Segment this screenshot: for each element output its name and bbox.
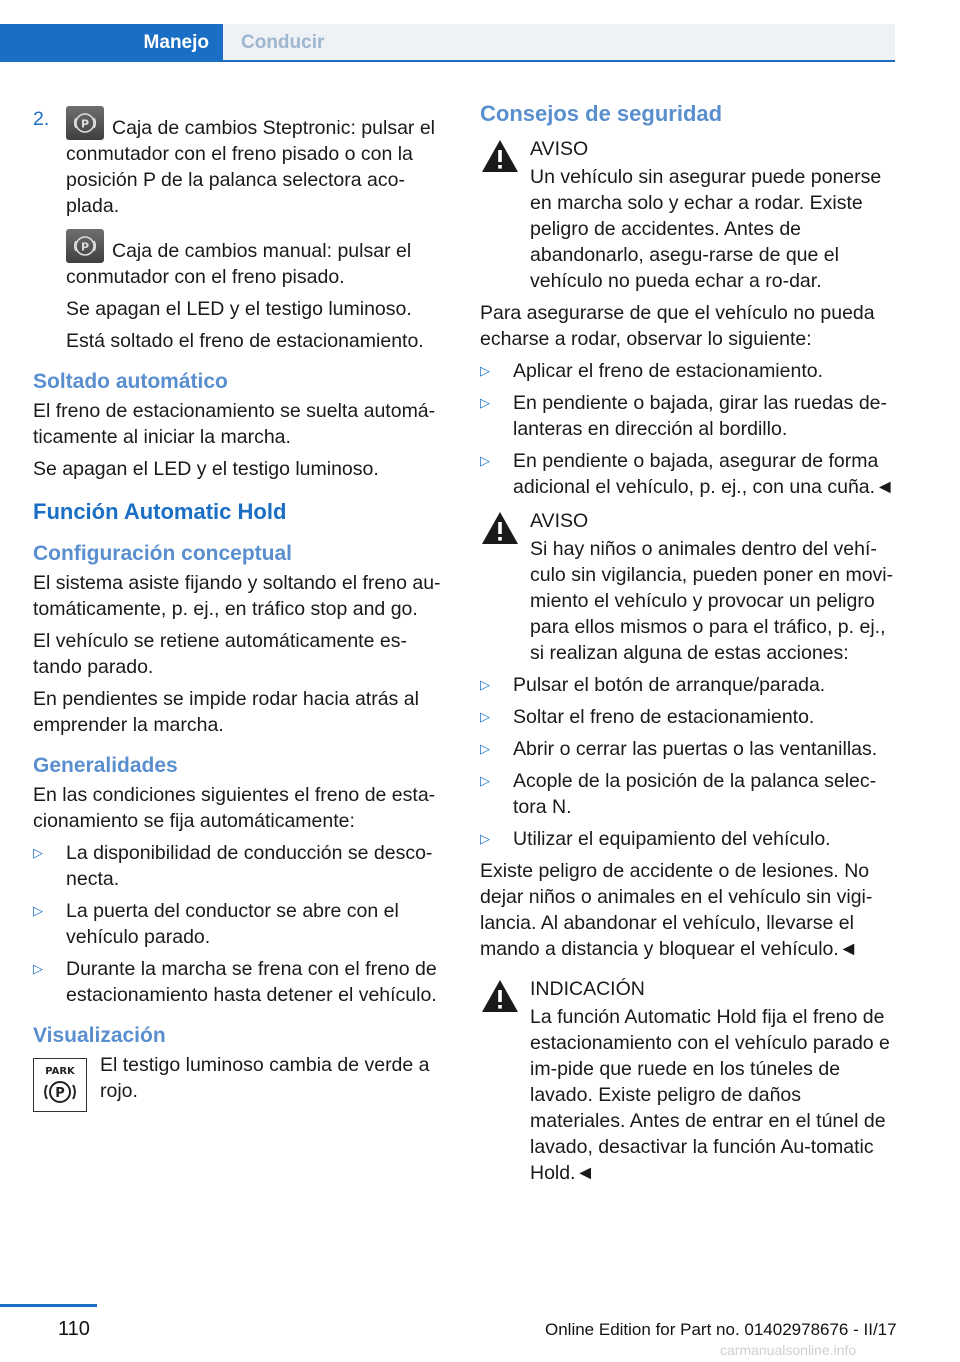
triangle-bullet-icon: ▷: [33, 961, 43, 976]
list-item: ▷ En pendiente o bajada, girar las ruedas de-lanteras en dirección al bordillo.: [480, 392, 888, 440]
soltado-paragraph-2: Se apagan el LED y el testigo luminoso.: [33, 458, 379, 480]
park-indicator-icon: [33, 1058, 87, 1112]
heading-visual: Visualización: [33, 1024, 166, 1047]
triangle-bullet-icon: ▷: [480, 677, 490, 692]
triangle-bullet-icon: ▷: [33, 903, 43, 918]
step-text-led: Se apagan el LED y el testigo luminoso.: [66, 298, 412, 320]
list-item: ▷ Soltar el freno de estacionamiento.: [480, 706, 815, 728]
children-list: [480, 672, 895, 852]
config-paragraph-1: El sistema asiste fijando y soltando el freno au-tomáticamente, p. ej., en tráfico stop and go.: [33, 572, 441, 620]
warning-text: Un vehículo sin asegurar puede ponerse en marcha solo y echar a rodar. Existe peligro de accidentes. Antes de abandonarlo, asegu-rarse de que el vehículo no pueda echar a ro-dar.: [530, 166, 882, 292]
triangle-bullet-icon: ▷: [480, 773, 490, 788]
list-item: ▷ La puerta del conductor se abre con el vehículo parado.: [33, 900, 399, 948]
warning-block-2: [480, 508, 895, 666]
edition-text: Online Edition for Part no. 01402978676 - II/17: [545, 1320, 897, 1339]
tab-conducir-label: Conducir: [241, 32, 325, 53]
heading-consejos: Consejos de seguridad: [480, 101, 723, 126]
list-item: ▷ Utilizar el equipamiento del vehículo.: [480, 828, 831, 850]
visual-block: [33, 1052, 445, 1104]
step-text-steptronic: Caja de cambios Steptronic: pulsar el conmutador con el freno pisado o con la posición P de la palanca selectora aco-plada.: [66, 117, 435, 217]
tab-manejo[interactable]: [0, 24, 223, 62]
heading-funcion: Función Automatic Hold: [33, 499, 287, 524]
right-column: [480, 100, 895, 1192]
list-item: ▷ Durante la marcha se frena con el freno de estacionamiento hasta detener el vehículo.: [33, 958, 437, 1006]
triangle-bullet-icon: ▷: [480, 395, 490, 410]
warning-block-1: [480, 136, 895, 294]
parking-brake-switch-icon: [66, 106, 104, 140]
heading-general: Generalidades: [33, 754, 178, 777]
header-tabs: [0, 0, 960, 62]
page-number: 110: [58, 1318, 90, 1340]
general-list: [33, 840, 445, 1008]
left-column: [33, 100, 445, 1110]
warning-triangle-icon: [480, 510, 520, 546]
park-label: PARK: [45, 1066, 75, 1077]
triangle-bullet-icon: ▷: [480, 363, 490, 378]
footer-rule: [0, 1304, 97, 1307]
triangle-bullet-icon: ▷: [480, 831, 490, 846]
asegurar-list: [480, 358, 895, 500]
triangle-bullet-icon: ▷: [480, 453, 490, 468]
triangle-bullet-icon: ▷: [33, 845, 43, 860]
list-item: ▷ La disponibilidad de conducción se desco-necta.: [33, 842, 433, 890]
step-text-manual: Caja de cambios manual: pulsar el conmutador con el freno pisado.: [66, 240, 412, 288]
watermark: carmanualsonline.info: [720, 1342, 857, 1358]
list-item: ▷ Pulsar el botón de arranque/parada.: [480, 674, 826, 696]
warning-triangle-icon: [480, 978, 520, 1014]
list-item: ▷ Abrir o cerrar las puertas o las ventanillas.: [480, 738, 878, 760]
general-paragraph: En las condiciones siguientes el freno de esta-cionamiento se fija automáticamente:: [33, 784, 436, 832]
step-2: [33, 106, 445, 354]
note-block: [480, 976, 895, 1186]
step-text-released: Está soltado el freno de estacionamiento.: [66, 330, 424, 352]
triangle-bullet-icon: ▷: [480, 709, 490, 724]
heading-config: Configuración conceptual: [33, 542, 293, 565]
triangle-bullet-icon: ▷: [480, 741, 490, 756]
visual-paragraph: El testigo luminoso cambia de verde a rojo.: [100, 1054, 430, 1102]
config-paragraph-3: En pendientes se impide rodar hacia atrás al emprender la marcha.: [33, 688, 419, 736]
list-item: ▷ Acople de la posición de la palanca selec-tora N.: [480, 770, 877, 818]
note-title: INDICACIÓN: [530, 978, 645, 1000]
svg-text:P: P: [55, 1086, 65, 1101]
tab-conducir[interactable]: [223, 24, 895, 62]
warning-text: Si hay niños o animales dentro del vehí-culo sin vigilancia, pueden poner en movi-miento el vehículo y provocar un peligro para ellos mismos o para el tráfico, p. ej., si realizan alguna de estas acciones:: [530, 538, 894, 664]
children-warning-end: Existe peligro de accidente o de lesiones. No dejar niños o animales en el vehículo sin vigi-lancia. Al abandonar el vehículo, llevarse el mando a distancia y bloquear el vehículo.◄: [480, 860, 873, 960]
warning-title: AVISO: [530, 510, 589, 532]
config-paragraph-2: El vehículo se retiene automáticamente es-tando parado.: [33, 630, 407, 678]
asegurar-paragraph: Para asegurarse de que el vehículo no pueda echarse a rodar, observar lo siguiente:: [480, 302, 875, 350]
note-text: La función Automatic Hold fija el freno de estacionamiento con el vehículo parado e im-pide que ruede en los túneles de lavado. Existe peligro de daños materiales. Antes de entrar en el túnel de lavado, desactivar la función Au-tomatic Hold.◄: [530, 1006, 890, 1184]
warning-title: AVISO: [530, 138, 589, 160]
svg-text:P: P: [80, 117, 90, 131]
warning-triangle-icon: [480, 138, 520, 174]
soltado-paragraph-1: El freno de estacionamiento se suelta automá-ticamente al iniciar la marcha.: [33, 400, 436, 448]
parking-brake-switch-icon: [66, 229, 104, 263]
svg-text:P: P: [80, 240, 90, 254]
step-number: 2.: [33, 108, 50, 130]
heading-soltado: Soltado automático: [33, 370, 228, 393]
list-item: ▷ Aplicar el freno de estacionamiento.: [480, 360, 824, 382]
list-item: ▷ En pendiente o bajada, asegurar de forma adicional el vehículo, p. ej., con una cuña.◄: [480, 450, 895, 498]
tab-manejo-label: Manejo: [143, 32, 209, 53]
